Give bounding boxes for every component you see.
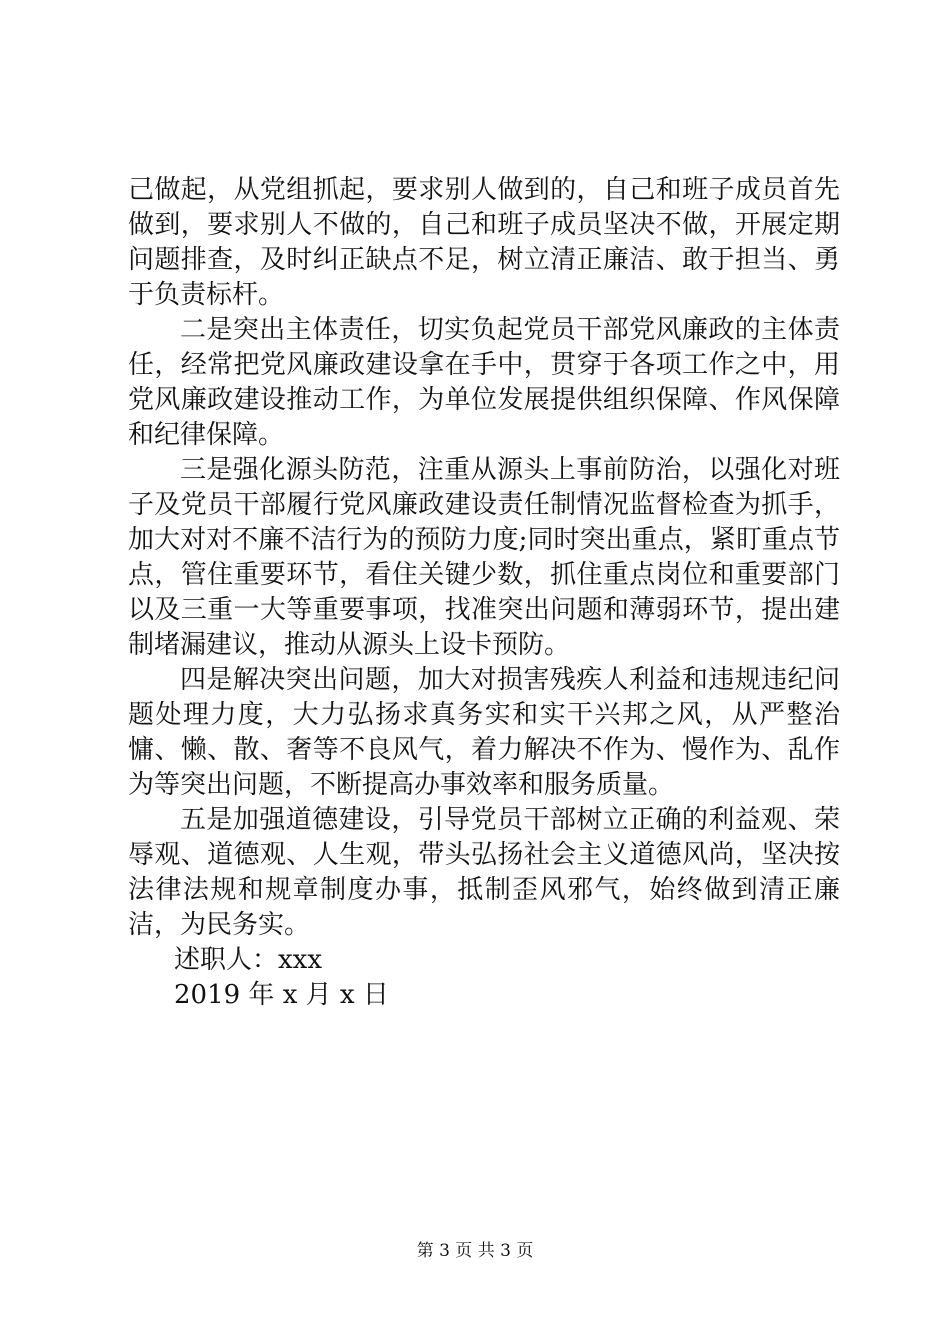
page-number-footer: 第 3 页 共 3 页 <box>416 1241 534 1261</box>
signature-line: 述职人：xxx <box>174 945 322 975</box>
date-line: 2019 年 x 月 x 日 <box>174 980 389 1010</box>
paragraph-two: 二是突出主体责任，切实负起党员干部党风廉政的主体责任，经常把党风廉政建设拿在手中，贯穿于各项工作之中，用党风廉政建设推动工作，为单位发展提供组织保障、作风保障和纪律保障。 <box>128 315 840 450</box>
document-body <box>128 173 840 1013</box>
paragraph-three: 三是强化源头防范，注重从源头上事前防治，以强化对班子及党员干部履行党风廉政建设责任制情况监督检查为抓手，加大对对不廉不洁行为的预防力度;同时突出重点，紧盯重点节点，管住重要环节，看住关键少数，抓住重点岗位和重要部门以及三重一大等重要事项，找准突出问题和薄弱环节，提出建制堵漏建议，推动从源头上设卡预防。 <box>128 455 840 660</box>
paragraph-continuation: 己做起，从党组抓起，要求别人做到的，自己和班子成员首先做到，要求别人不做的，自己和班子成员坚决不做，开展定期问题排查，及时纠正缺点不足，树立清正廉洁、敢于担当、勇于负责标杆。 <box>128 175 840 310</box>
paragraph-five: 五是加强道德建设，引导党员干部树立正确的利益观、荣辱观、道德观、人生观，带头弘扬社会主义道德风尚，坚决按法律法规和规章制度办事，抵制歪风邪气，始终做到清正廉洁，为民务实。 <box>128 805 840 940</box>
paragraph-four: 四是解决突出问题，加大对损害残疾人利益和违规违纪问题处理力度，大力弘扬求真务实和实干兴邦之风，从严整治慵、懒、散、奢等不良风气，着力解决不作为、慢作为、乱作为等突出问题，不断提高办事效率和服务质量。 <box>128 665 840 800</box>
